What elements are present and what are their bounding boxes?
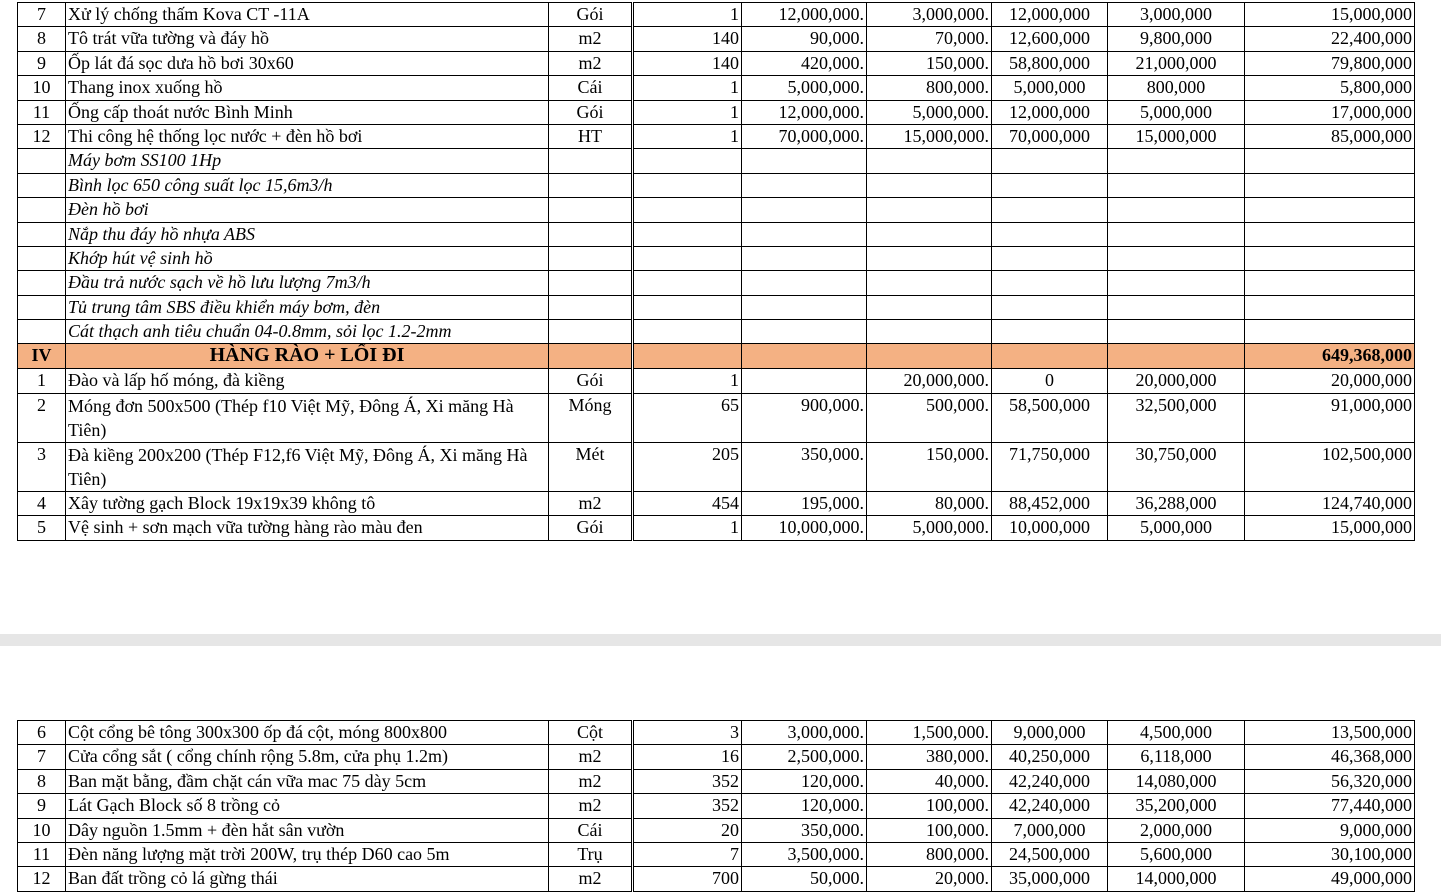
material-total-cell[interactable] [992, 222, 1108, 246]
material-total-cell[interactable] [992, 173, 1108, 197]
labor-total-cell[interactable]: 21,000,000 [1108, 51, 1245, 75]
labor-total-cell[interactable]: 15,000,000 [1108, 124, 1245, 148]
description-cell[interactable]: Khớp hút vệ sinh hồ [66, 246, 549, 270]
material-price-cell[interactable] [742, 198, 867, 222]
table-row [18, 369, 1415, 393]
table-row [18, 198, 1415, 222]
grand-total-cell[interactable] [1245, 173, 1415, 197]
grand-total-cell[interactable]: 15,000,000 [1245, 3, 1415, 27]
description-cell[interactable]: Móng đơn 500x500 (Thép f10 Việt Mỹ, Đông Á, Xi măng Hà Tiên) [66, 393, 549, 442]
unit-cell[interactable]: Gói [549, 100, 633, 124]
material-price-cell[interactable]: 70,000,000. [742, 124, 867, 148]
unit-cell[interactable]: Gói [549, 369, 633, 393]
material-price-cell[interactable] [742, 344, 867, 369]
grand-total-cell[interactable]: 91,000,000 [1245, 393, 1415, 442]
description-cell[interactable]: Đà kiềng 200x200 (Thép F12,f6 Việt Mỹ, Đông Á, Xi măng Hà Tiên) [66, 442, 549, 491]
labor-total-cell[interactable] [1108, 320, 1245, 344]
grand-total-cell[interactable]: 17,000,000 [1245, 100, 1415, 124]
material-price-cell[interactable]: 2,500,000. [742, 745, 867, 769]
description-cell[interactable]: Nắp thu đáy hồ nhựa ABS [66, 222, 549, 246]
description-cell[interactable]: Ban đất trồng cỏ lá gừng thái [66, 867, 549, 891]
labor-price-cell[interactable]: 500,000. [867, 393, 992, 442]
grand-total-cell[interactable]: 49,000,000 [1245, 867, 1415, 891]
grand-total-cell[interactable]: 649,368,000 [1245, 344, 1415, 369]
material-total-cell[interactable]: 12,000,000 [992, 100, 1108, 124]
stt-cell[interactable]: 1 [18, 369, 66, 393]
material-total-cell[interactable]: 12,600,000 [992, 27, 1108, 51]
quantity-cell[interactable]: 700 [633, 867, 742, 891]
labor-price-cell[interactable]: 15,000,000. [867, 124, 992, 148]
quantity-cell[interactable]: 1 [633, 100, 742, 124]
labor-price-cell[interactable]: 70,000. [867, 27, 992, 51]
table-row [18, 393, 1415, 442]
labor-price-cell[interactable]: 20,000. [867, 867, 992, 891]
stt-cell[interactable]: 10 [18, 76, 66, 100]
quantity-cell[interactable]: 1 [633, 3, 742, 27]
table-row [18, 271, 1415, 295]
stt-cell[interactable]: 4 [18, 491, 66, 515]
unit-cell[interactable] [549, 295, 633, 319]
labor-price-cell[interactable]: 100,000. [867, 794, 992, 818]
labor-total-cell[interactable] [1108, 173, 1245, 197]
labor-price-cell[interactable] [867, 149, 992, 173]
description-cell[interactable]: Đèn năng lượng mặt trời 200W, trụ thép D60 cao 5m [66, 842, 549, 866]
material-total-cell[interactable] [992, 246, 1108, 270]
labor-total-cell[interactable]: 14,000,000 [1108, 867, 1245, 891]
labor-total-cell[interactable] [1108, 295, 1245, 319]
description-cell[interactable]: Tô trát vữa tường và đáy hồ [66, 27, 549, 51]
quantity-cell[interactable] [633, 198, 742, 222]
stt-cell[interactable]: 3 [18, 442, 66, 491]
unit-cell[interactable]: m2 [549, 867, 633, 891]
description-cell[interactable]: Xử lý chống thấm Kova CT -11A [66, 3, 549, 27]
table-row [18, 222, 1415, 246]
grand-total-cell[interactable] [1245, 320, 1415, 344]
unit-cell[interactable]: m2 [549, 51, 633, 75]
unit-cell[interactable]: Móng [549, 393, 633, 442]
material-price-cell[interactable] [742, 271, 867, 295]
material-price-cell[interactable] [742, 320, 867, 344]
grand-total-cell[interactable]: 9,000,000 [1245, 818, 1415, 842]
table-row [18, 149, 1415, 173]
labor-price-cell[interactable] [867, 320, 992, 344]
stt-cell[interactable] [18, 149, 66, 173]
grand-total-cell[interactable]: 20,000,000 [1245, 369, 1415, 393]
stt-cell[interactable] [18, 198, 66, 222]
material-price-cell[interactable] [742, 222, 867, 246]
material-price-cell[interactable]: 3,500,000. [742, 842, 867, 866]
quantity-cell[interactable] [633, 222, 742, 246]
labor-total-cell[interactable]: 9,800,000 [1108, 27, 1245, 51]
material-total-cell[interactable]: 42,240,000 [992, 794, 1108, 818]
quantity-cell[interactable]: 1 [633, 76, 742, 100]
description-cell[interactable]: Bình lọc 650 công suất lọc 15,6m3/h [66, 173, 549, 197]
grand-total-cell[interactable] [1245, 222, 1415, 246]
labor-total-cell[interactable]: 2,000,000 [1108, 818, 1245, 842]
material-total-cell[interactable]: 7,000,000 [992, 818, 1108, 842]
quantity-cell[interactable] [633, 149, 742, 173]
labor-total-cell[interactable] [1108, 344, 1245, 369]
table-row [18, 516, 1415, 540]
grand-total-cell[interactable]: 85,000,000 [1245, 124, 1415, 148]
material-price-cell[interactable]: 900,000. [742, 393, 867, 442]
material-price-cell[interactable]: 350,000. [742, 818, 867, 842]
material-price-cell[interactable]: 50,000. [742, 867, 867, 891]
quantity-cell[interactable]: 140 [633, 27, 742, 51]
labor-total-cell[interactable] [1108, 149, 1245, 173]
material-total-cell[interactable] [992, 198, 1108, 222]
unit-cell[interactable]: m2 [549, 27, 633, 51]
labor-total-cell[interactable] [1108, 222, 1245, 246]
grand-total-cell[interactable]: 102,500,000 [1245, 442, 1415, 491]
description-cell[interactable]: Cửa cổng sắt ( cổng chính rộng 5.8m, cửa phụ 1.2m) [66, 745, 549, 769]
description-cell[interactable]: Lát Gạch Block số 8 trồng cỏ [66, 794, 549, 818]
description-cell[interactable]: Vệ sinh + sơn mạch vữa tường hàng rào màu đen [66, 516, 549, 540]
table-row [18, 721, 1415, 745]
unit-cell[interactable] [549, 271, 633, 295]
material-total-cell[interactable] [992, 344, 1108, 369]
table-row [18, 867, 1415, 891]
unit-cell[interactable]: Cái [549, 818, 633, 842]
table-row [18, 842, 1415, 866]
description-cell[interactable]: Ốp lát đá sọc dưa hồ bơi 30x60 [66, 51, 549, 75]
description-cell[interactable]: Cát thạch anh tiêu chuẩn 04-0.8mm, sỏi lọc 1.2-2mm [66, 320, 549, 344]
stt-cell[interactable]: 11 [18, 842, 66, 866]
unit-cell[interactable]: Gói [549, 516, 633, 540]
labor-price-cell[interactable]: 5,000,000. [867, 516, 992, 540]
stt-cell[interactable] [18, 246, 66, 270]
labor-price-cell[interactable] [867, 246, 992, 270]
description-cell[interactable]: Đầu trả nước sạch về hồ lưu lượng 7m3/h [66, 271, 549, 295]
stt-cell[interactable]: 7 [18, 3, 66, 27]
page-break-gap [0, 634, 1441, 646]
labor-total-cell[interactable] [1108, 246, 1245, 270]
material-total-cell[interactable]: 42,240,000 [992, 769, 1108, 793]
labor-price-cell[interactable]: 150,000. [867, 51, 992, 75]
labor-total-cell[interactable]: 5,000,000 [1108, 516, 1245, 540]
material-total-cell[interactable] [992, 320, 1108, 344]
material-price-cell[interactable]: 120,000. [742, 769, 867, 793]
material-total-cell[interactable]: 35,000,000 [992, 867, 1108, 891]
labor-total-cell[interactable]: 36,288,000 [1108, 491, 1245, 515]
material-total-cell[interactable] [992, 271, 1108, 295]
stt-cell[interactable]: 8 [18, 27, 66, 51]
unit-cell[interactable] [549, 198, 633, 222]
unit-cell[interactable]: m2 [549, 491, 633, 515]
grand-total-cell[interactable]: 46,368,000 [1245, 745, 1415, 769]
quantity-cell[interactable]: 7 [633, 842, 742, 866]
labor-total-cell[interactable]: 6,118,000 [1108, 745, 1245, 769]
table-row [18, 769, 1415, 793]
unit-cell[interactable]: m2 [549, 769, 633, 793]
labor-total-cell[interactable]: 800,000 [1108, 76, 1245, 100]
labor-price-cell[interactable]: 80,000. [867, 491, 992, 515]
material-total-cell[interactable] [992, 295, 1108, 319]
stt-cell[interactable]: 9 [18, 51, 66, 75]
labor-total-cell[interactable] [1108, 198, 1245, 222]
grand-total-cell[interactable]: 77,440,000 [1245, 794, 1415, 818]
material-total-cell[interactable]: 58,800,000 [992, 51, 1108, 75]
labor-total-cell[interactable]: 5,600,000 [1108, 842, 1245, 866]
table-row [18, 76, 1415, 100]
unit-cell[interactable] [549, 173, 633, 197]
unit-cell[interactable] [549, 222, 633, 246]
labor-price-cell[interactable]: 5,000,000. [867, 100, 992, 124]
grand-total-cell[interactable]: 124,740,000 [1245, 491, 1415, 515]
table-row [18, 491, 1415, 515]
grand-total-cell[interactable]: 22,400,000 [1245, 27, 1415, 51]
table-row [18, 745, 1415, 769]
table-row [18, 173, 1415, 197]
description-cell[interactable]: Máy bơm SS100 1Hp [66, 149, 549, 173]
labor-price-cell[interactable] [867, 222, 992, 246]
unit-cell[interactable] [549, 246, 633, 270]
unit-cell[interactable]: m2 [549, 794, 633, 818]
labor-total-cell[interactable]: 32,500,000 [1108, 393, 1245, 442]
quantity-cell[interactable] [633, 320, 742, 344]
description-cell[interactable]: Thi công hệ thống lọc nước + đèn hồ bơi [66, 124, 549, 148]
material-price-cell[interactable]: 420,000. [742, 51, 867, 75]
labor-total-cell[interactable]: 3,000,000 [1108, 3, 1245, 27]
labor-total-cell[interactable]: 20,000,000 [1108, 369, 1245, 393]
labor-price-cell[interactable]: 150,000. [867, 442, 992, 491]
description-cell[interactable]: Ban mặt bằng, đầm chặt cán vữa mac 75 dày 5cm [66, 769, 549, 793]
quantity-cell[interactable] [633, 344, 742, 369]
unit-cell[interactable]: Mét [549, 442, 633, 491]
labor-price-cell[interactable] [867, 198, 992, 222]
description-cell[interactable]: HÀNG RÀO + LỐI ĐI [66, 344, 549, 369]
grand-total-cell[interactable] [1245, 149, 1415, 173]
stt-cell[interactable] [18, 222, 66, 246]
table-row [18, 295, 1415, 319]
unit-cell[interactable]: Cột [549, 721, 633, 745]
table-row [18, 51, 1415, 75]
labor-price-cell[interactable] [867, 271, 992, 295]
estimate-table-top [17, 2, 1415, 541]
material-total-cell[interactable]: 88,452,000 [992, 491, 1108, 515]
stt-cell[interactable]: 2 [18, 393, 66, 442]
description-cell[interactable]: Thang inox xuống hồ [66, 76, 549, 100]
material-price-cell[interactable] [742, 295, 867, 319]
grand-total-cell[interactable]: 30,100,000 [1245, 842, 1415, 866]
grand-total-cell[interactable]: 5,800,000 [1245, 76, 1415, 100]
material-price-cell[interactable] [742, 173, 867, 197]
quantity-cell[interactable]: 65 [633, 393, 742, 442]
stt-cell[interactable]: 10 [18, 818, 66, 842]
grand-total-cell[interactable] [1245, 198, 1415, 222]
material-price-cell[interactable]: 350,000. [742, 442, 867, 491]
stt-cell[interactable]: 12 [18, 124, 66, 148]
unit-cell[interactable]: Trụ [549, 842, 633, 866]
description-cell[interactable]: Tủ trung tâm SBS điều khiển máy bơm, đèn [66, 295, 549, 319]
table-row [18, 794, 1415, 818]
labor-price-cell[interactable] [867, 344, 992, 369]
quantity-cell[interactable]: 3 [633, 721, 742, 745]
grand-total-cell[interactable] [1245, 295, 1415, 319]
grand-total-cell[interactable] [1245, 271, 1415, 295]
quantity-cell[interactable]: 16 [633, 745, 742, 769]
labor-total-cell[interactable]: 4,500,000 [1108, 721, 1245, 745]
labor-total-cell[interactable]: 5,000,000 [1108, 100, 1245, 124]
quantity-cell[interactable] [633, 246, 742, 270]
stt-cell[interactable] [18, 173, 66, 197]
description-cell[interactable]: Xây tường gạch Block 19x19x39 không tô [66, 491, 549, 515]
unit-cell[interactable]: Gói [549, 3, 633, 27]
table-row [18, 320, 1415, 344]
stt-cell[interactable]: 11 [18, 100, 66, 124]
description-cell[interactable]: Ống cấp thoát nước Bình Minh [66, 100, 549, 124]
labor-price-cell[interactable]: 380,000. [867, 745, 992, 769]
table-row [18, 124, 1415, 148]
quantity-cell[interactable] [633, 271, 742, 295]
description-cell[interactable]: Đào và lấp hố móng, đà kiềng [66, 369, 549, 393]
stt-cell[interactable]: 9 [18, 794, 66, 818]
quantity-cell[interactable]: 454 [633, 491, 742, 515]
quantity-cell[interactable] [633, 295, 742, 319]
material-total-cell[interactable]: 40,250,000 [992, 745, 1108, 769]
stt-cell[interactable] [18, 295, 66, 319]
table-row [18, 818, 1415, 842]
labor-total-cell[interactable]: 14,080,000 [1108, 769, 1245, 793]
material-price-cell[interactable]: 3,000,000. [742, 721, 867, 745]
table-row [18, 246, 1415, 270]
grand-total-cell[interactable]: 15,000,000 [1245, 516, 1415, 540]
unit-cell[interactable] [549, 149, 633, 173]
material-price-cell[interactable]: 120,000. [742, 794, 867, 818]
quantity-cell[interactable]: 20 [633, 818, 742, 842]
labor-price-cell[interactable]: 40,000. [867, 769, 992, 793]
material-total-cell[interactable]: 5,000,000 [992, 76, 1108, 100]
estimate-table-bottom [17, 720, 1415, 892]
material-price-cell[interactable]: 90,000. [742, 27, 867, 51]
grand-total-cell[interactable] [1245, 246, 1415, 270]
unit-cell[interactable]: HT [549, 124, 633, 148]
material-total-cell[interactable]: 70,000,000 [992, 124, 1108, 148]
material-total-cell[interactable]: 24,500,000 [992, 842, 1108, 866]
material-price-cell[interactable]: 12,000,000. [742, 3, 867, 27]
stt-cell[interactable]: 7 [18, 745, 66, 769]
material-total-cell[interactable]: 9,000,000 [992, 721, 1108, 745]
stt-cell[interactable]: 8 [18, 769, 66, 793]
labor-price-cell[interactable]: 800,000. [867, 76, 992, 100]
material-total-cell[interactable] [992, 149, 1108, 173]
material-price-cell[interactable] [742, 369, 867, 393]
quantity-cell[interactable] [633, 173, 742, 197]
material-total-cell[interactable]: 10,000,000 [992, 516, 1108, 540]
material-total-cell[interactable]: 58,500,000 [992, 393, 1108, 442]
material-total-cell[interactable]: 71,750,000 [992, 442, 1108, 491]
quantity-cell[interactable]: 205 [633, 442, 742, 491]
quantity-cell[interactable]: 352 [633, 794, 742, 818]
table-row [18, 442, 1415, 491]
stt-cell[interactable]: IV [18, 344, 66, 369]
quantity-cell[interactable]: 1 [633, 516, 742, 540]
stt-cell[interactable]: 12 [18, 867, 66, 891]
table-row [18, 3, 1415, 27]
material-price-cell[interactable] [742, 246, 867, 270]
stt-cell[interactable]: 6 [18, 721, 66, 745]
labor-price-cell[interactable]: 1,500,000. [867, 721, 992, 745]
stt-cell[interactable]: 5 [18, 516, 66, 540]
labor-price-cell[interactable] [867, 173, 992, 197]
labor-price-cell[interactable]: 100,000. [867, 818, 992, 842]
description-cell[interactable]: Đèn hồ bơi [66, 198, 549, 222]
grand-total-cell[interactable]: 79,800,000 [1245, 51, 1415, 75]
grand-total-cell[interactable]: 13,500,000 [1245, 721, 1415, 745]
labor-price-cell[interactable]: 800,000. [867, 842, 992, 866]
labor-price-cell[interactable]: 20,000,000. [867, 369, 992, 393]
unit-cell[interactable] [549, 320, 633, 344]
description-cell[interactable]: Dây nguồn 1.5mm + đèn hắt sân vườn [66, 818, 549, 842]
material-price-cell[interactable]: 195,000. [742, 491, 867, 515]
labor-total-cell[interactable]: 35,200,000 [1108, 794, 1245, 818]
unit-cell[interactable] [549, 344, 633, 369]
quantity-cell[interactable]: 352 [633, 769, 742, 793]
labor-total-cell[interactable] [1108, 271, 1245, 295]
stt-cell[interactable] [18, 271, 66, 295]
material-total-cell[interactable]: 12,000,000 [992, 3, 1108, 27]
quantity-cell[interactable]: 1 [633, 369, 742, 393]
quantity-cell[interactable]: 1 [633, 124, 742, 148]
quantity-cell[interactable]: 140 [633, 51, 742, 75]
unit-cell[interactable]: Cái [549, 76, 633, 100]
table-row [18, 27, 1415, 51]
material-price-cell[interactable]: 5,000,000. [742, 76, 867, 100]
section-header-row [18, 344, 1415, 369]
material-price-cell[interactable]: 12,000,000. [742, 100, 867, 124]
labor-price-cell[interactable] [867, 295, 992, 319]
table-row [18, 100, 1415, 124]
labor-price-cell[interactable]: 3,000,000. [867, 3, 992, 27]
material-total-cell[interactable]: 0 [992, 369, 1108, 393]
material-price-cell[interactable] [742, 149, 867, 173]
grand-total-cell[interactable]: 56,320,000 [1245, 769, 1415, 793]
labor-total-cell[interactable]: 30,750,000 [1108, 442, 1245, 491]
unit-cell[interactable]: m2 [549, 745, 633, 769]
description-cell[interactable]: Cột cổng bê tông 300x300 ốp đá cột, móng 800x800 [66, 721, 549, 745]
stt-cell[interactable] [18, 320, 66, 344]
material-price-cell[interactable]: 10,000,000. [742, 516, 867, 540]
